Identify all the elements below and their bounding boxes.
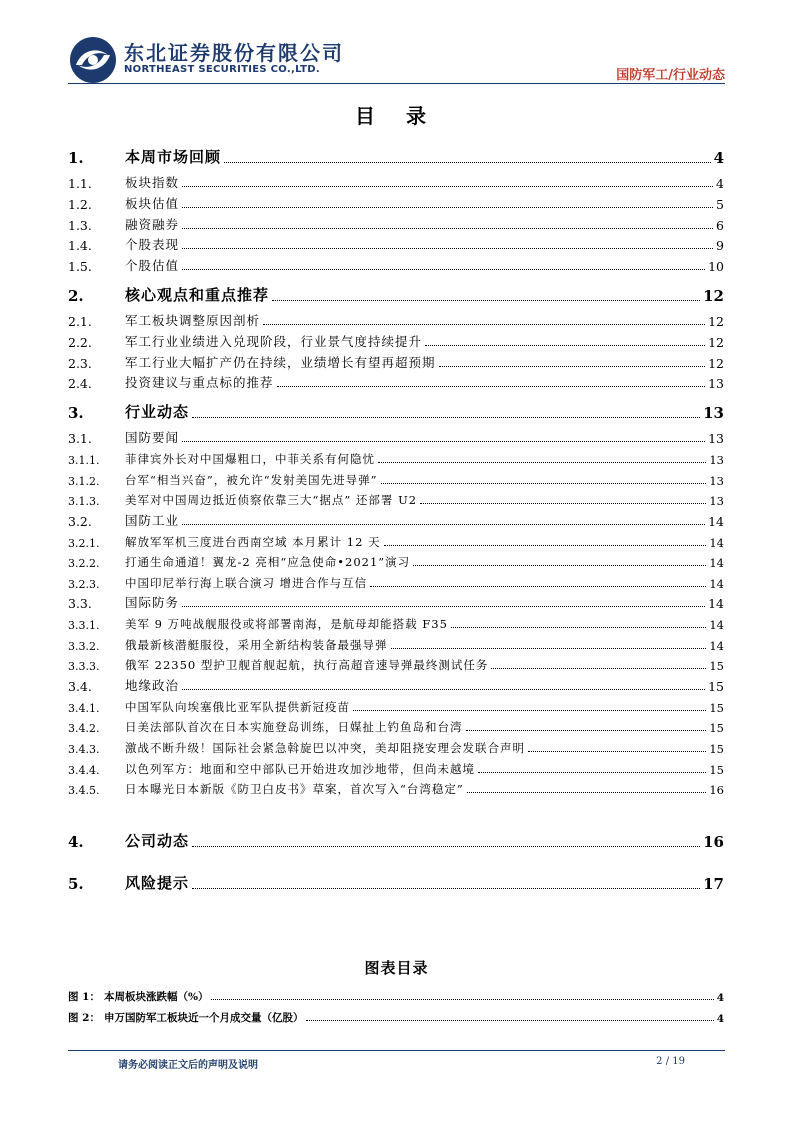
toc-entry-num: 3.2.2. — [68, 557, 100, 571]
figure-entry-leader — [211, 999, 713, 1000]
toc-entry-leader — [182, 248, 713, 249]
toc-entry-page: 4 — [713, 149, 724, 167]
toc-entry-page: 14 — [709, 576, 724, 591]
toc-entry-page: 9 — [716, 238, 724, 254]
figure-entry[interactable] — [68, 988, 724, 1004]
toc-entry-label: 国防要闻 — [125, 430, 180, 446]
toc-entry-leader — [277, 386, 706, 387]
figure-entry-page: 4 — [716, 992, 724, 1004]
toc-entry-label: 风险提示 — [125, 874, 190, 892]
toc-entry-num: 2.1. — [68, 314, 92, 329]
toc-entry-leader — [384, 545, 707, 546]
toc-entry-page: 13 — [709, 473, 724, 488]
toc-entry-num: 3.3.3. — [68, 660, 100, 674]
toc-entry-num: 1.2. — [68, 196, 92, 212]
toc-entry-leader — [182, 441, 705, 442]
toc-entry-num: 4. — [68, 833, 84, 851]
toc-entry[interactable] — [68, 194, 724, 212]
toc-entry-label: 菲律宾外长对中国爆粗口，中菲关系有何隐忧 — [125, 452, 375, 466]
toc-entry-label: 本周市场回顾 — [125, 148, 222, 166]
toc-entry-leader — [182, 524, 705, 525]
toc-entry-leader — [182, 207, 713, 208]
toc-entry-label: 个股表现 — [125, 237, 180, 253]
toc-entry-page: 13 — [708, 376, 724, 392]
toc-entry[interactable] — [68, 449, 724, 467]
toc-entry-leader — [378, 462, 706, 463]
toc-entry-leader — [381, 483, 707, 484]
toc-entry-page: 10 — [708, 259, 724, 275]
toc-entry-label: 以色列军方：地面和空中部队已开始进攻加沙地带，但尚未越境 — [125, 761, 475, 776]
toc-entry-num: 1.5. — [68, 259, 92, 275]
toc-entry-num: 3.4.4. — [68, 763, 100, 777]
toc-entry-num: 3. — [68, 404, 84, 423]
toc-entry-label: 解放军军机三度进台西南空域 本月累计 12 天 — [125, 534, 381, 549]
company-name-en: NORTHEAST SECURITIES CO.,LTD. — [124, 64, 320, 75]
toc-entry-label: 行业动态 — [125, 403, 190, 422]
toc-entry-leader — [263, 324, 705, 325]
toc-entry-label: 军工行业业绩进入兑现阶段，行业景气度持续提升 — [125, 333, 423, 349]
toc-entry[interactable] — [68, 283, 724, 305]
toc-entry-label: 融资融券 — [125, 216, 180, 232]
report-category: 国防军工/行业动态 — [616, 68, 725, 83]
toc-entry-label: 国防工业 — [125, 512, 180, 528]
toc-entry-num: 3.4.3. — [68, 743, 100, 756]
toc-entry-num: 2.2. — [68, 334, 92, 350]
figure-list-title: 图表目录 — [364, 959, 429, 977]
toc-entry-label: 俄军 22350 型护卫舰首舰起航，执行高超音速导弹最终测试任务 — [125, 658, 489, 673]
toc-entry-page: 14 — [709, 556, 724, 571]
toc-entry[interactable] — [68, 235, 724, 253]
toc-entry-label: 中国印尼举行海上联合演习 增进合作与互信 — [125, 575, 368, 590]
figure-entry-num: 图 1： — [68, 991, 100, 1003]
toc-entry-page: 15 — [709, 659, 724, 674]
toc-entry-label: 投资建议与重点标的推荐 — [125, 375, 274, 391]
toc-entry[interactable] — [68, 332, 724, 350]
toc-entry-label: 地缘政治 — [125, 678, 180, 693]
toc-entry[interactable] — [68, 511, 724, 529]
toc-entry-page: 16 — [703, 833, 724, 851]
toc-entry-label: 军工板块调整原因剖析 — [125, 313, 261, 328]
toc-entry[interactable] — [68, 145, 724, 167]
toc-entry[interactable] — [68, 311, 724, 329]
toc-entry[interactable] — [68, 697, 724, 715]
toc-entry-page: 14 — [708, 596, 724, 612]
toc-entry-page: 13 — [703, 404, 724, 423]
figure-entry[interactable] — [68, 1009, 724, 1025]
toc-entry-leader — [420, 503, 706, 504]
toc-entry[interactable] — [68, 400, 724, 422]
toc-entry[interactable] — [68, 173, 724, 191]
toc-entry-page: 12 — [708, 334, 724, 350]
toc-entry-label: 公司动态 — [125, 832, 190, 850]
toc-entry-leader — [192, 888, 700, 889]
figure-entry-num: 图 2： — [68, 1012, 100, 1024]
toc-entry-page: 13 — [709, 494, 724, 509]
toc-entry[interactable] — [68, 256, 724, 274]
toc-entry[interactable] — [68, 717, 724, 735]
figure-entry-label: 申万国防军工板块近一个月成交量（亿股） — [103, 1012, 304, 1024]
toc-entry-page: 15 — [709, 762, 724, 777]
page-number: 2 / 19 — [656, 1056, 685, 1067]
toc-entry[interactable] — [68, 635, 724, 653]
toc-entry[interactable] — [68, 738, 724, 756]
toc-entry[interactable] — [68, 614, 724, 632]
toc-entry-page: 12 — [708, 314, 724, 329]
toc-entry-page: 15 — [709, 700, 724, 715]
toc-entry-page: 12 — [708, 355, 724, 371]
toc-entry-leader — [467, 792, 707, 793]
toc-entry-leader — [425, 345, 705, 346]
toc-entry-leader — [451, 627, 706, 628]
toc-entry-num: 2. — [68, 287, 84, 305]
toc-entry[interactable] — [68, 655, 724, 673]
toc-entry-num: 3.2.1. — [68, 536, 100, 550]
header-divider — [68, 83, 725, 84]
toc-entry-label: 激战不断升级！国际社会紧急斡旋巴以冲突，美却阻挠安理会发联合声明 — [125, 741, 525, 755]
page-header — [0, 0, 793, 90]
toc-entry-leader — [413, 565, 706, 566]
toc-entry[interactable] — [68, 573, 724, 591]
toc-entry-num: 2.3. — [68, 355, 92, 371]
toc-entry-leader — [182, 186, 713, 187]
toc-entry-leader — [182, 228, 713, 229]
toc-entry-label: 日本曝光日本新版《防卫白皮书》草案，首次写入“台湾稳定” — [125, 782, 464, 797]
toc-entry[interactable] — [68, 353, 724, 371]
toc-entry-num: 2.4. — [68, 376, 92, 392]
toc-entry-num: 3.1.2. — [68, 474, 100, 488]
toc-entry-label: 美军对中国周边抵近侦察依靠三大“据点” 还部署 U2 — [125, 493, 418, 508]
toc-entry-num: 3.4.1. — [68, 701, 100, 715]
toc-entry-leader — [478, 772, 706, 773]
toc-entry[interactable] — [68, 593, 724, 611]
toc-entry[interactable] — [68, 676, 724, 694]
toc-entry-leader — [182, 606, 705, 607]
toc-entry-label: 日美法部队首次在日本实施登岛训练，日媒扯上钓鱼岛和台湾 — [125, 720, 463, 735]
footer-divider — [68, 1050, 725, 1051]
toc-entry-page: 14 — [709, 618, 724, 633]
toc-entry-num: 1. — [68, 149, 84, 167]
toc-entry-num: 5. — [68, 875, 84, 893]
toc-entry-label: 军工行业大幅扩产仍在持续，业绩增长有望再超预期 — [125, 354, 436, 370]
toc-entry-page: 12 — [703, 287, 724, 305]
toc-entry-page: 15 — [708, 679, 724, 694]
toc-entry-num: 1.4. — [68, 238, 92, 254]
toc-entry-leader — [370, 586, 706, 587]
toc-entry-num: 3.1. — [68, 431, 92, 447]
toc-entry-num: 3.3.1. — [68, 619, 100, 633]
toc-entry-label: 台军“相当兴奋”，被允许“发射美国先进导弹” — [125, 472, 378, 487]
toc-entry-leader — [224, 162, 711, 163]
toc-entry[interactable] — [68, 490, 724, 508]
toc-entry-label: 个股估值 — [125, 258, 180, 274]
toc-entry-page: 5 — [716, 196, 724, 212]
toc-entry-leader — [192, 846, 700, 847]
company-logo — [68, 35, 118, 85]
toc-entry-leader — [391, 648, 707, 649]
toc-entry-num: 1.1. — [68, 176, 92, 191]
toc-entry-page: 14 — [709, 638, 724, 653]
toc-entry-leader — [466, 730, 707, 731]
toc-entry-page: 13 — [708, 431, 724, 447]
toc-entry-num: 3.4. — [68, 679, 92, 694]
toc-entry-label: 俄最新核潜艇服役，采用全新结构装备最强导弹 — [125, 637, 388, 652]
toc-entry-page: 15 — [709, 721, 724, 736]
toc-entry-leader — [528, 751, 706, 752]
toc-entry-page: 15 — [709, 742, 724, 756]
toc-entry[interactable] — [68, 470, 724, 488]
toc-entry-page: 17 — [703, 875, 724, 893]
figure-entry-page: 4 — [716, 1013, 724, 1025]
toc-entry-page: 14 — [708, 513, 724, 529]
toc-entry-num: 3.2. — [68, 513, 92, 529]
toc-entry-label: 板块估值 — [125, 195, 180, 211]
toc-entry[interactable] — [68, 829, 724, 851]
toc-entry-label: 板块指数 — [125, 175, 180, 190]
toc-title: 目 录 — [355, 104, 438, 128]
toc-entry-page: 14 — [709, 535, 724, 550]
toc-entry[interactable] — [68, 428, 724, 446]
toc-entry[interactable] — [68, 532, 724, 550]
toc-entry-leader — [353, 710, 706, 711]
toc-entry-label: 国际防务 — [125, 595, 180, 611]
toc-entry[interactable] — [68, 552, 724, 570]
toc-entry-leader — [272, 300, 700, 301]
toc-entry-label: 打通生命通道！翼龙-2 亮相“应急使命•2021”演习 — [125, 555, 411, 570]
toc-entry-label: 核心观点和重点推荐 — [125, 286, 270, 304]
toc-entry-leader — [439, 366, 706, 367]
toc-entry-leader — [491, 668, 706, 669]
toc-entry[interactable] — [68, 759, 724, 777]
toc-entry-num: 3.1.3. — [68, 495, 100, 509]
toc-entry-page: 4 — [716, 176, 724, 191]
toc-entry-num: 3.1.1. — [68, 454, 100, 467]
company-name-cn: 东北证券股份有限公司 — [124, 41, 344, 65]
toc-entry-page: 6 — [716, 217, 724, 233]
toc-entry-page: 16 — [709, 783, 724, 798]
toc-entry-page: 13 — [709, 453, 724, 467]
toc-entry[interactable] — [68, 373, 724, 391]
footer-disclaimer: 请务必阅读正文后的声明及说明 — [118, 1060, 258, 1071]
toc-entry-num: 3.3.2. — [68, 639, 100, 653]
toc-entry-label: 美军 9 万吨战舰服役或将部署南海，是航母却能搭载 F35 — [125, 617, 448, 632]
toc-entry-leader — [182, 269, 705, 270]
figure-entry-label: 本周板块涨跌幅（%） — [103, 991, 209, 1003]
toc-entry[interactable] — [68, 779, 724, 797]
toc-entry-leader — [192, 417, 700, 418]
toc-entry-num: 3.3. — [68, 596, 92, 612]
toc-entry[interactable] — [68, 215, 724, 233]
toc-entry[interactable] — [68, 871, 724, 893]
toc-entry-num: 3.2.3. — [68, 577, 100, 591]
toc-entry-num: 3.4.5. — [68, 784, 100, 798]
toc-entry-num: 3.4.2. — [68, 722, 100, 736]
toc-entry-leader — [182, 689, 705, 690]
figure-entry-leader — [306, 1020, 713, 1021]
toc-entry-num: 1.3. — [68, 217, 92, 233]
toc-entry-label: 中国军队向埃塞俄比亚军队提供新冠疫苗 — [125, 699, 350, 714]
